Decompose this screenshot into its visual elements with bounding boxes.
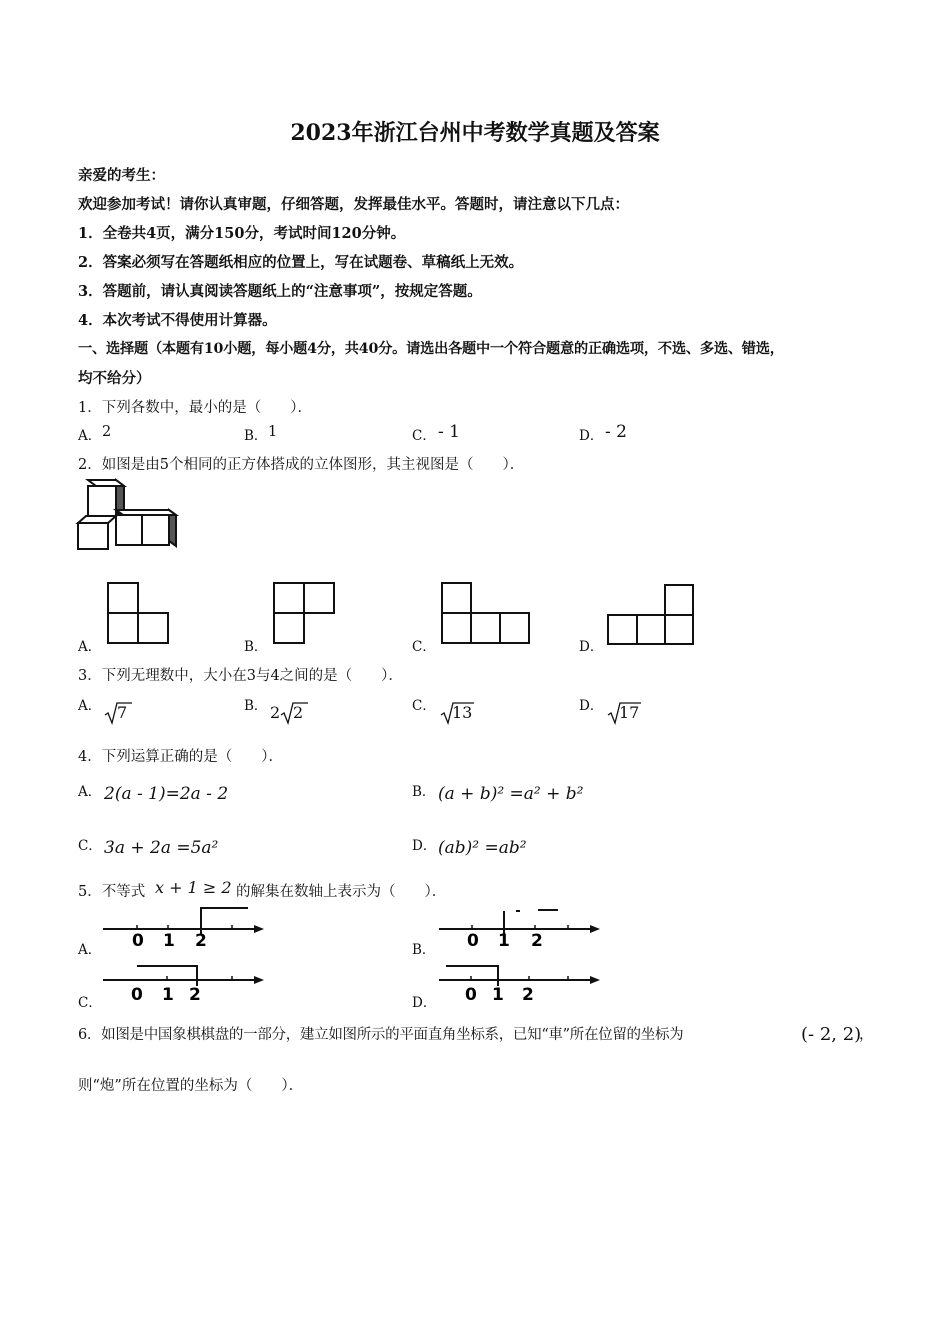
q3-option-b-coef: 2 — [270, 703, 281, 722]
q4-label-c: C． — [78, 838, 102, 854]
q2-label-c: C． — [412, 639, 436, 655]
q2-option-d-figure[interactable] — [607, 584, 695, 646]
page-title: 2023年浙江台州中考数学真题及答案 — [290, 120, 660, 146]
q1-option-c: - 1 — [438, 422, 460, 442]
q2-label-a: A． — [78, 639, 102, 655]
q3-stem: 3．下列无理数中，大小在3与4之间的是（ ）． — [78, 668, 403, 684]
q1-option-a: 2 — [102, 424, 112, 440]
q5-d-tick-1: 1 — [492, 985, 504, 1005]
q5-stem-post: 的解集在数轴上表示为（ ）． — [236, 884, 447, 900]
q2-label-b: B． — [244, 639, 268, 655]
q1-label-c: C． — [412, 428, 436, 444]
section-heading-cont: 均不给分） — [78, 370, 151, 387]
q4-stem: 4．下列运算正确的是（ ）． — [78, 749, 283, 765]
q1-label-a: A． — [78, 428, 102, 444]
q6-stem: 6．如图是中国象棋棋盘的一部分，建立如图所示的平面直角坐标系，已知“車”所在位留的坐标为 — [78, 1027, 684, 1043]
q5-a-tick-1: 1 — [163, 931, 175, 951]
q5-b-tick-0: 0 — [467, 931, 479, 951]
q6-coord: (- 2, 2) — [801, 1024, 862, 1045]
rule-4: 4．本次考试不得使用计算器。 — [78, 312, 277, 329]
q5-d-tick-2: 2 — [522, 985, 534, 1005]
q5-label-c: C． — [78, 995, 102, 1011]
q2-option-a-figure[interactable] — [107, 582, 169, 644]
q5-d-tick-0: 0 — [465, 985, 477, 1005]
q3-label-b: B． — [244, 698, 268, 714]
q5-numberline-a[interactable] — [100, 905, 270, 955]
q5-a-tick-0: 0 — [132, 931, 144, 951]
q1-stem: 1．下列各数中，最小的是（ ）． — [78, 400, 312, 416]
q4-option-d: (ab)² =ab² — [438, 838, 527, 858]
q5-b-tick-1: 1 — [498, 931, 510, 951]
q5-b-tick-2: 2 — [531, 931, 543, 951]
q5-c-tick-2: 2 — [189, 985, 201, 1005]
q5-label-b: B． — [412, 942, 436, 958]
q1-option-d: - 2 — [605, 422, 627, 442]
rule-1: 1．全卷共4页，满分150分，考试时间120分钟。 — [78, 225, 406, 242]
welcome-text: 欢迎参加考试！请你认真审题，仔细答题，发挥最佳水平。答题时，请注意以下几点： — [78, 196, 629, 213]
q2-option-c-figure[interactable] — [441, 582, 531, 644]
q4-option-c: 3a + 2a =5a² — [104, 838, 219, 858]
q4-label-a: A． — [78, 784, 102, 800]
q6-comma: ， — [859, 1027, 874, 1043]
q2-option-b-figure[interactable] — [273, 582, 335, 644]
q4-option-a: 2(a - 1)=2a - 2 — [104, 784, 229, 804]
q3-label-c: C． — [412, 698, 436, 714]
q3-label-d: D． — [579, 698, 604, 714]
q5-c-tick-0: 0 — [131, 985, 143, 1005]
q1-label-d: D． — [579, 428, 604, 444]
q1-label-b: B． — [244, 428, 268, 444]
q5-label-d: D． — [412, 995, 437, 1011]
greeting: 亲爱的考生： — [78, 167, 165, 184]
q2-label-d: D． — [579, 639, 604, 655]
q5-numberline-b[interactable] — [436, 905, 606, 955]
rule-3: 3．答题前，请认真阅读答题纸上的“注意事项”，按规定答题。 — [78, 283, 482, 300]
q4-label-d: D． — [412, 838, 437, 854]
q5-numberline-c[interactable] — [100, 960, 270, 1008]
q5-label-a: A． — [78, 942, 102, 958]
q3-option-b: 2 — [293, 703, 304, 722]
q2-solid-figure — [78, 478, 178, 550]
q4-option-b: (a + b)² =a² + b² — [438, 784, 584, 804]
q5-numberline-d[interactable] — [436, 960, 606, 1008]
q3-label-a: A． — [78, 698, 102, 714]
q3-option-a: 7 — [117, 703, 128, 722]
q1-option-b: 1 — [268, 424, 278, 440]
q5-c-tick-1: 1 — [162, 985, 174, 1005]
section-heading: 一、选择题（本题有10小题，每小题4分，共40分。请选出各题中一个符合题意的正确选项，不选、多选、错选， — [78, 341, 784, 357]
q5-stem-pre: 5．不等式 — [78, 884, 146, 900]
q2-stem: 2．如图是由5个相同的正方体搭成的立体图形，其主视图是（ ）． — [78, 457, 525, 473]
q3-option-c: 13 — [452, 703, 473, 722]
q4-label-b: B． — [412, 784, 436, 800]
q5-inequality: x + 1 ≥ 2 — [155, 878, 232, 897]
rule-2: 2．答案必须写在答题纸相应的位置上，写在试题卷、草稿纸上无效。 — [78, 254, 524, 271]
q5-a-tick-2: 2 — [195, 931, 207, 951]
q3-option-d: 17 — [619, 703, 640, 722]
q6-stem-line2: 则“炮”所在位置的坐标为（ ）． — [78, 1078, 304, 1094]
